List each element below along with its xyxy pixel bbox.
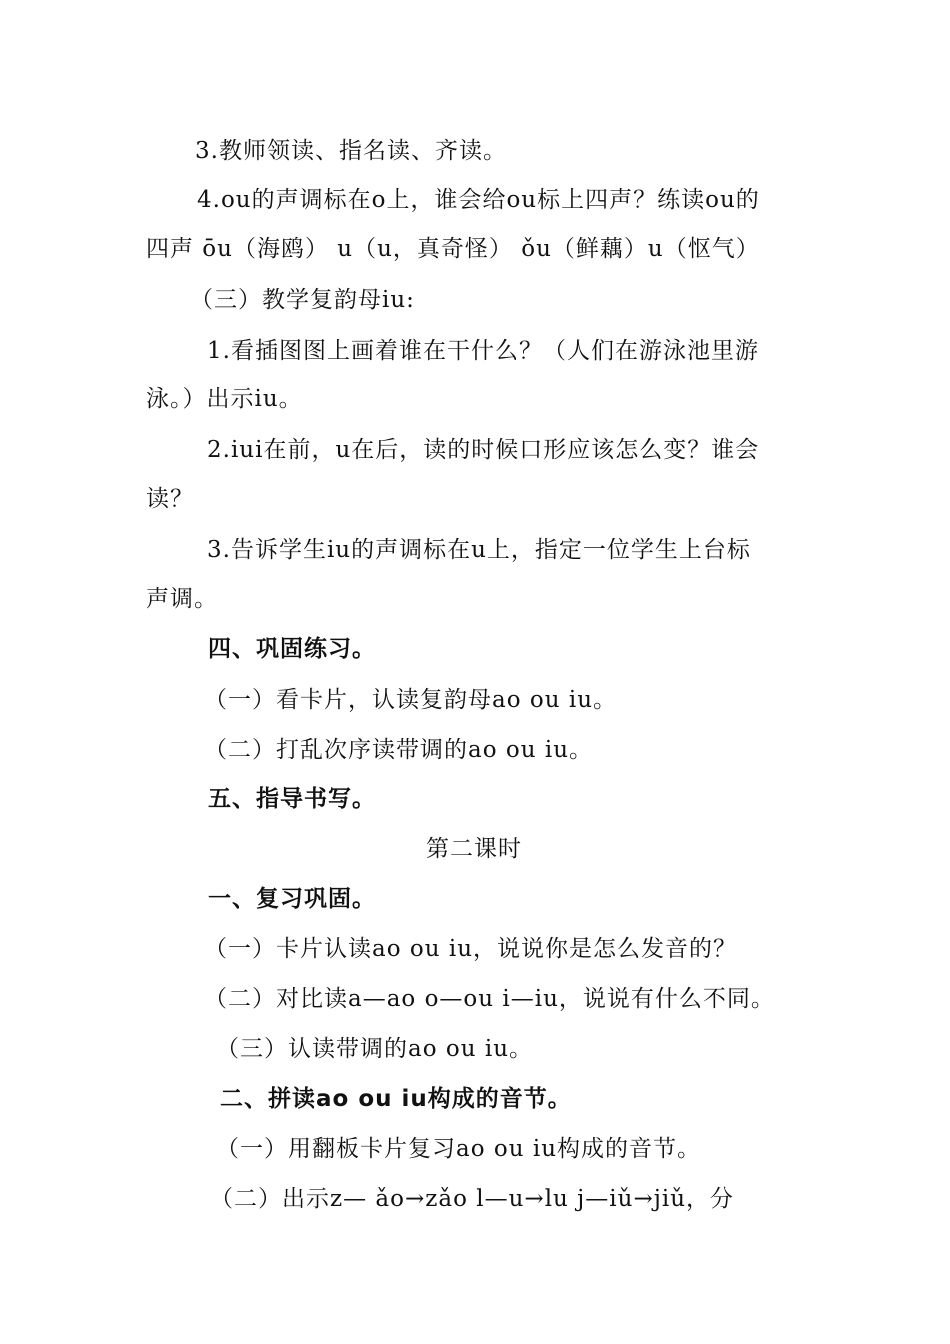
section-heading: （三）教学复韵母iu: [190,287,415,313]
paragraph-line: 1.看插图图上画着谁在干什么？（人们在游泳池里游 [207,338,759,364]
lesson-title: 第二课时 [426,836,522,862]
paragraph-line: 声调。 [146,586,218,612]
paragraph-line: 四声 ōu（海鸥） u（u，真奇怪） ǒu（鲜藕）u（怄气） [146,236,760,262]
paragraph-line: 泳。）出示iu。 [146,386,303,412]
paragraph-line: （三）认读带调的ao ou iu。 [216,1036,534,1062]
paragraph-line: （二）出示z— ǎo→zǎo l—u→lu j—iǔ→jiǔ，分 [210,1186,735,1212]
paragraph-line: 2.iui在前，u在后，读的时候口形应该怎么变？谁会 [207,437,760,463]
paragraph-line: （二）打乱次序读带调的ao ou iu。 [204,737,594,763]
section-heading: 五、指导书写。 [208,786,376,812]
paragraph-line: 4.ou的声调标在o上，谁会给ou标上四声？练读ou的 [197,187,760,213]
section-heading: 一、复习巩固。 [208,886,376,912]
paragraph-line: 3.教师领读、指名读、齐读。 [195,138,507,164]
paragraph-line: （一）看卡片，认读复韵母ao ou iu。 [204,687,618,713]
paragraph-line: （一）卡片认读ao ou iu，说说你是怎么发音的？ [204,936,738,962]
paragraph-line: 读？ [146,486,194,512]
paragraph-line: 3.告诉学生iu的声调标在u上，指定一位学生上台标 [207,537,751,563]
paragraph-line: （一）用翻板卡片复习ao ou iu构成的音节。 [216,1136,702,1162]
section-heading: 四、巩固练习。 [208,636,376,662]
paragraph-line: （二）对比读a—ao o—ou i—iu，说说有什么不同。 [204,986,775,1012]
section-heading: 二、拼读ao ou iu构成的音节。 [220,1086,572,1112]
